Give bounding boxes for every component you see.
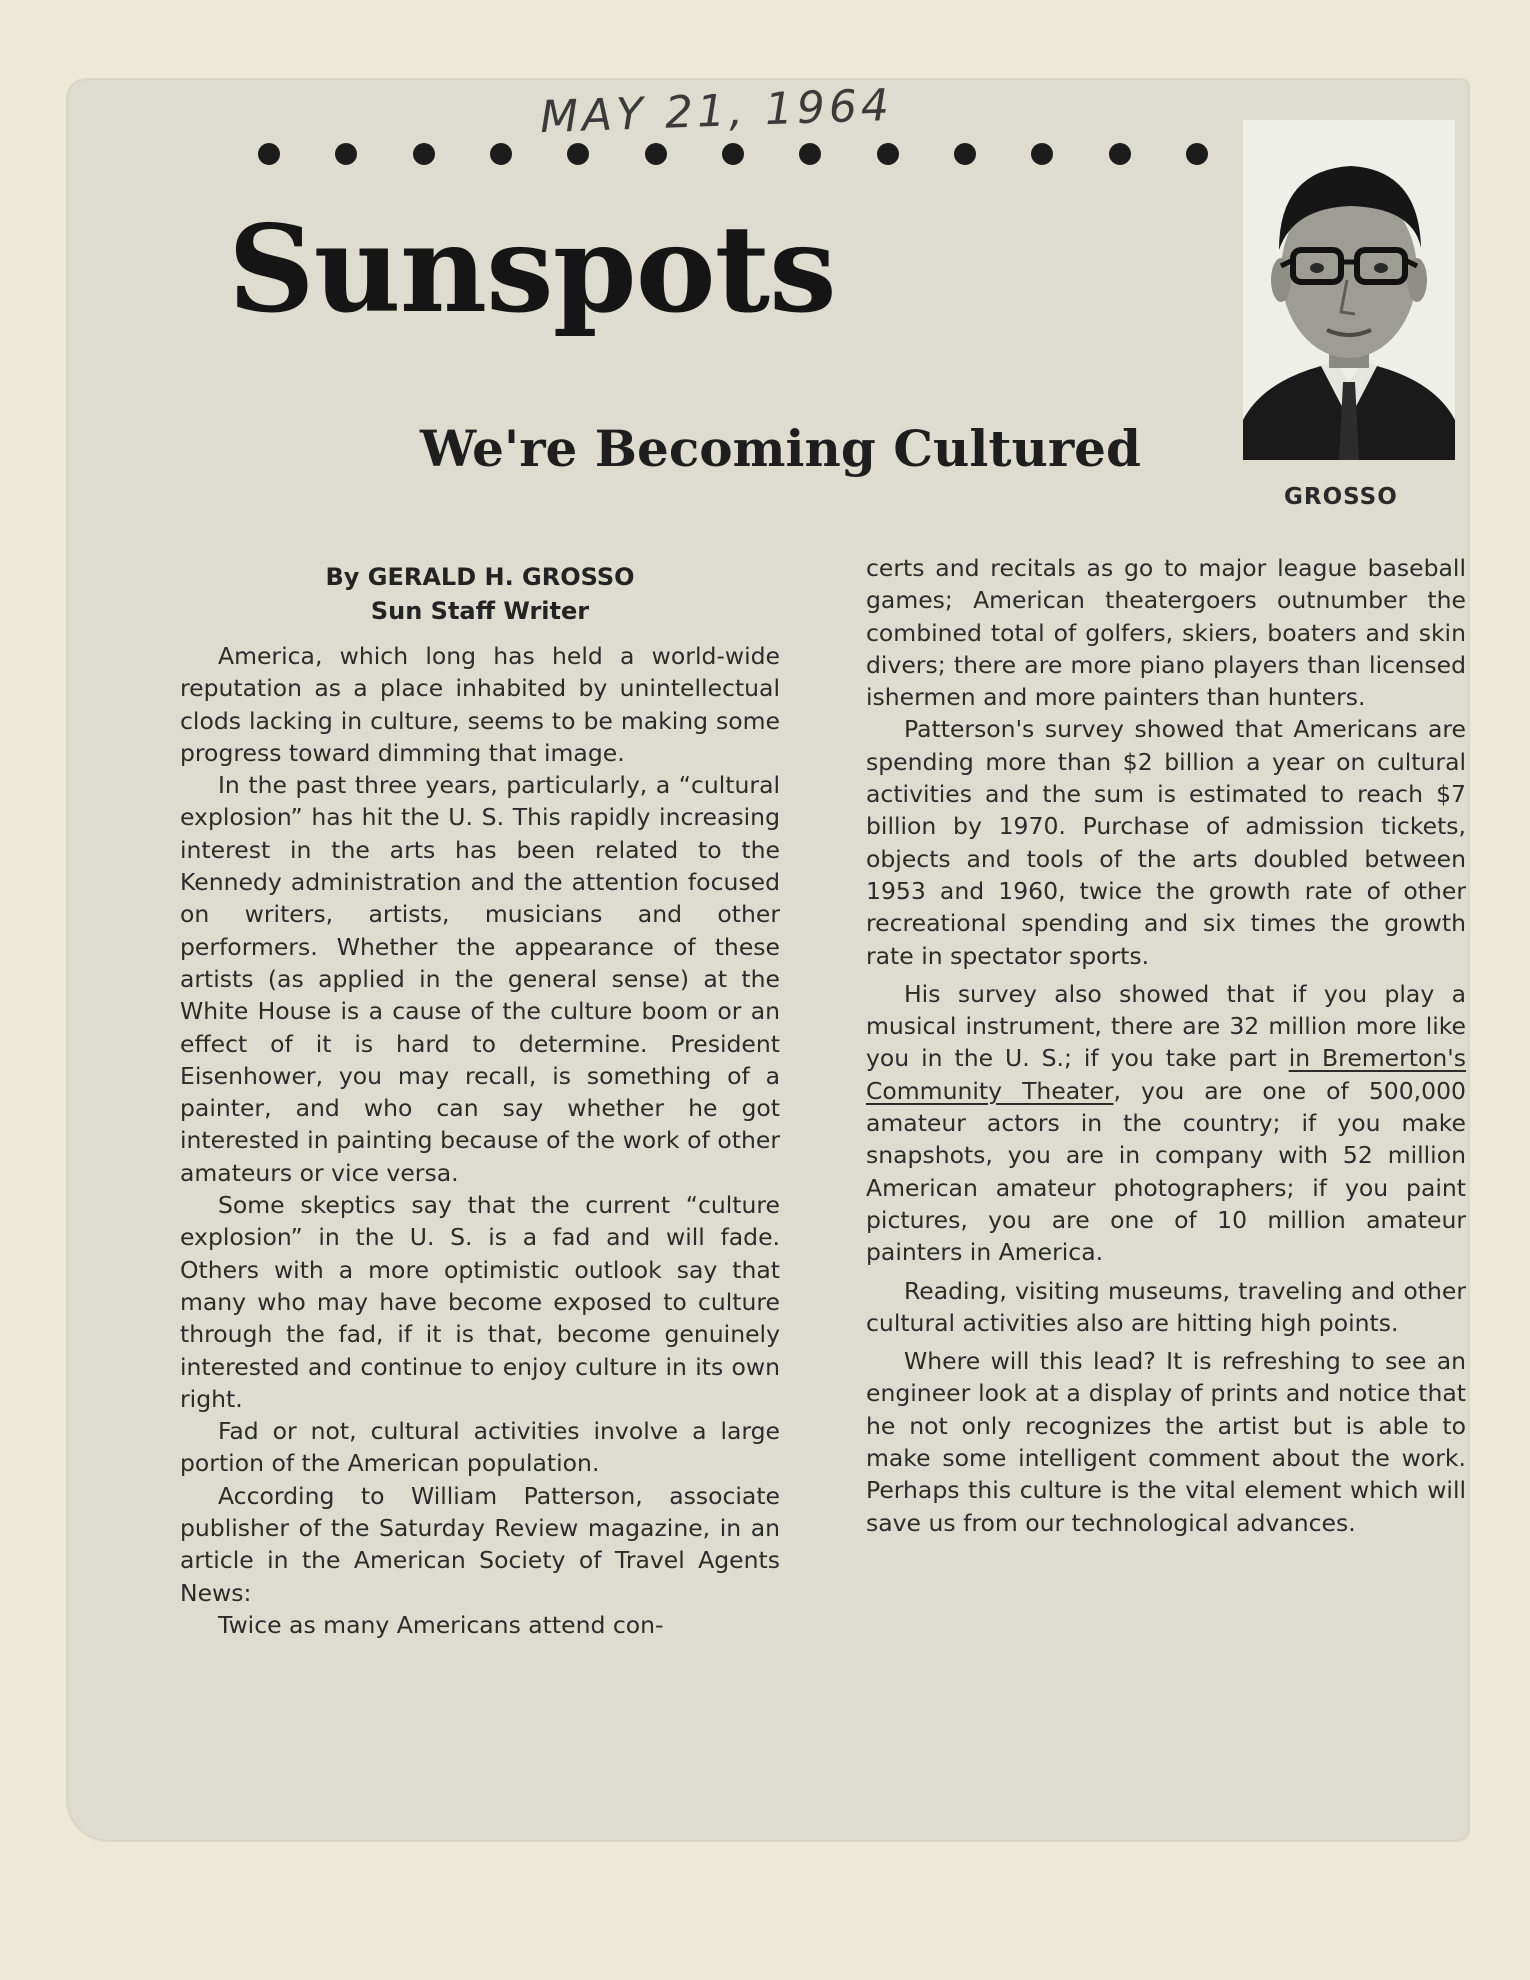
handwritten-date: MAY 21, 1964 — [539, 79, 894, 144]
paragraph: Where will this lead? It is refreshing to see an engineer look at a display of prints and notice that he not only recognizes the artist but is able to make some intelligent comment about the work. Perhaps this culture is the vital element which will save us from our technological advances. — [866, 1347, 1466, 1537]
paragraph: America, which long has held a world-wide reputation as a place inhabited by unintellectual clods lacking in culture, seems to be making some progress toward dimming that image. — [180, 642, 780, 767]
rule-dot — [258, 143, 280, 165]
paragraph-text: , you are one of 500,000 amateur actors in the country; if you make snapshots, you are in company with 52 million American amateur photographers; if you paint pictures, you are one of 10 million amateur painters in America. — [866, 1076, 1467, 1267]
photo-caption: GROSSO — [1284, 484, 1398, 510]
paragraph: Fad or not, cultural activities involve a large portion of the American population. — [180, 1417, 780, 1478]
column-masthead: Sunspots — [228, 199, 836, 340]
right-column — [866, 552, 1466, 1539]
paragraph: According to William Patterson, associate publisher of the Saturday Review magazine, in an article in the American Society of Travel Agents News: — [180, 1481, 780, 1607]
author-photo — [1243, 120, 1455, 460]
author-portrait-image — [1243, 120, 1455, 460]
dot-rule — [258, 143, 1208, 167]
rule-dot — [722, 143, 744, 165]
rule-dot — [877, 143, 899, 165]
rule-dot — [1186, 143, 1208, 165]
rule-dot — [1031, 143, 1053, 165]
rule-dot — [954, 143, 976, 165]
paragraph-text: His survey also showed that if you play a musical instrument, there are 32 million more like you in the U. S.; if you take part — [866, 979, 1466, 1073]
rule-dot — [335, 143, 357, 165]
paragraph-continuation: certs and recitals as go to major league baseball games; American theatergoers outnumber the combined total of golfers, skiers, boaters and skin divers; there are more piano players than licensed ishermen and more painters than hunters. — [866, 554, 1466, 712]
underlined-text: in Bremerton's Community Theater — [866, 1044, 1466, 1105]
rule-dot — [645, 143, 667, 165]
article-headline: We're Becoming Cultured — [420, 419, 1141, 478]
rule-dot — [799, 143, 821, 165]
left-column — [180, 640, 780, 1641]
paragraph: Twice as many Americans attend con- — [218, 1610, 664, 1639]
rule-dot — [567, 143, 589, 165]
paragraph — [866, 978, 1466, 1269]
paragraph: Reading, visiting museums, traveling and other cultural activities also are hitting high points. — [866, 1276, 1466, 1337]
paragraph: In the past three years, particularly, a “cultural explosion” has hit the U. S. This rapidly increasing interest in the arts has been related to the Kennedy administration and the attention focused on writers, artists, musicians and other performers. Whether the appearance of these artists (as applied in the general sense) at the White House is a cause of the culture boom or an effect of it is hard to determine. President Eisenhower, you may recall, is something of a painter, and who can say whether he got interested in painting because of the work of other amateurs or vice versa. — [180, 771, 780, 1187]
rule-dot — [1109, 143, 1131, 165]
rule-dot — [490, 143, 512, 165]
byline-role: Sun Staff Writer — [370, 597, 590, 625]
byline-author: By GERALD H. GROSSO — [325, 563, 635, 591]
paragraph: Some skeptics say that the current “culture explosion” in the U. S. is a fad and will fade. Others with a more optimistic outlook say that many who may have become exposed to culture through the fad, if it is that, become genuinely interested and continue to enjoy culture in its own right. — [180, 1191, 780, 1413]
paragraph: Patterson's survey showed that Americans are spending more than $2 billion a year on cultural activities and the sum is estimated to reach $7 billion by 1970. Purchase of admission tickets, objects and tools of the arts doubled between 1953 and 1960, twice the growth rate of other recreational spending and six times the growth rate in spectator sports. — [866, 715, 1466, 970]
byline — [180, 560, 780, 628]
rule-dot — [413, 143, 435, 165]
